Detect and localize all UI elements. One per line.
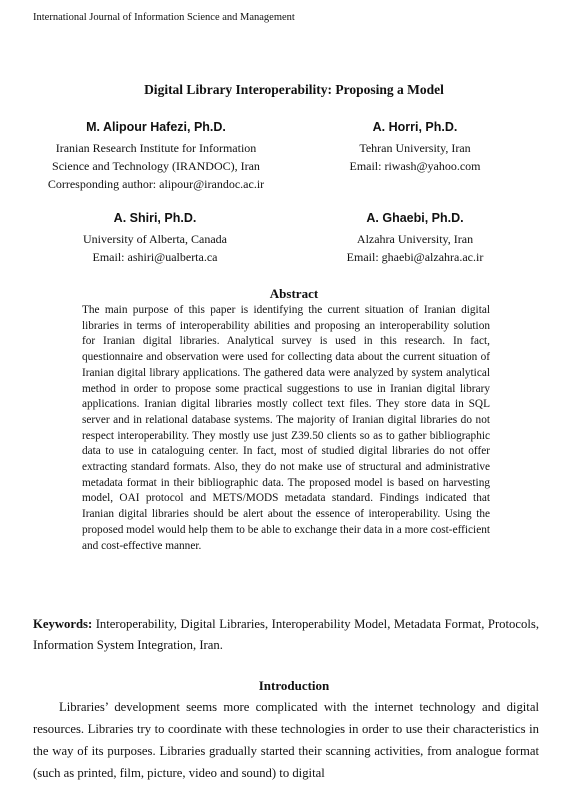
author-affiliation: Iranian Research Institute for Information: [55, 141, 257, 155]
author-email: Email: riwash@yahoo.com: [349, 159, 481, 173]
keywords-label: Keywords:: [33, 617, 93, 631]
introduction-heading: Introduction: [258, 678, 330, 693]
journal-name: International Journal of Information Science and Management: [33, 12, 295, 23]
abstract-text: The main purpose of this paper is identifying the current situation of Iranian digital libraries in terms of interoperability abilities and proposing an interoperability solution for Iranian digital libraries. Analytical survey is used in this research. In fact, questionnaire and observation were used for collecting data about the current situation of Iranian digital library applications. The gathered data were analyzed by system analytical method in order to propose some practical suggestions to use in Iranian digital library applications. Iranian digital libraries mostly collect text files. They store data in SQL server and in relational database systems. The majority of Iranian digital libraries do not respect interoperability. They mostly use just Z39.50 clients so as to gather bibliographic data to use in cataloguing center. In fact, most of studied digital libraries do not offer extracting standard formats. Also, they do not make use of structural and administrative metadata format in their bibliographic data. The proposed model is based on harvesting model, OAI protocol and METS/MODS metadata standard. Findings indicated that Iranian digital libraries should be alert about the essence of interoperability. Using the proposed model would help them to be able to exchange their data in a more cost-efficient and cost-effective manner.: [82, 304, 490, 552]
author-affiliation: Science and Technology (IRANDOC), Iran: [52, 159, 260, 173]
paper-title: Digital Library Interoperability: Proposing a Model: [144, 82, 444, 97]
author-block: [60, 209, 250, 266]
author-affiliation: Alzahra University, Iran: [356, 232, 474, 246]
author-affiliation: University of Alberta, Canada: [83, 232, 227, 246]
author-name: A. Shiri, Ph.D.: [113, 211, 197, 225]
author-email: Email: ashiri@ualberta.ca: [92, 250, 218, 264]
author-block: [36, 118, 276, 193]
author-block: [325, 209, 505, 266]
keywords-text: Interoperability, Digital Libraries, Interoperability Model, Metadata Format, Protocols, Information System Integration, Iran.: [33, 617, 539, 652]
introduction-text: Libraries’ development seems more complicated with the internet technology and digital resources. Libraries try to coordinate with these technologies in order to use their characteristics in the way of its purposes. Libraries gradually started their scanning activities, from analogue format (such as printed, film, picture, video and sound) to digital: [33, 700, 539, 780]
author-name: A. Horri, Ph.D.: [372, 120, 458, 134]
keywords: [33, 614, 539, 656]
author-email: Email: ghaebi@alzahra.ac.ir: [346, 250, 484, 264]
author-email: Corresponding author: alipour@irandoc.ac.ir: [47, 177, 265, 191]
author-name: M. Alipour Hafezi, Ph.D.: [86, 120, 226, 134]
abstract-heading: Abstract: [269, 286, 319, 301]
author-block: [330, 118, 500, 175]
author-affiliation: Tehran University, Iran: [359, 141, 471, 155]
author-name: A. Ghaebi, Ph.D.: [366, 211, 464, 225]
